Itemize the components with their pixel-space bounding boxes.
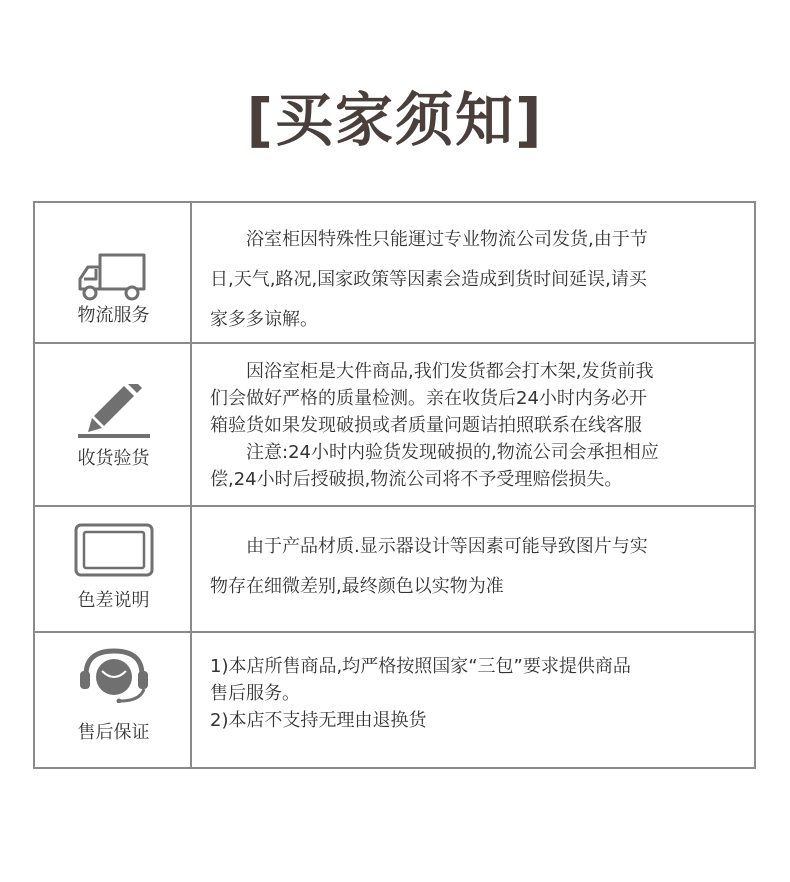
row-inspection-label: 收货验货: [77, 448, 150, 469]
logistics-text: [210, 220, 744, 340]
text-line: 浴室柜因特殊性只能運过专业物流公司发货,由于节: [246, 229, 648, 250]
after-sales-text: [210, 653, 744, 734]
row-color-difference: [35, 507, 754, 633]
row-inspection-label-cell: [35, 344, 192, 505]
row-color-difference-label-cell: [35, 507, 192, 631]
text-line: 注意:24小时内验货发现破损的,物流公司会承担相应: [246, 442, 659, 463]
text-line: 偿,24小时后授破损,物流公司将不予受理赔偿损失。: [210, 469, 623, 490]
text-line: 物存在细微差别,最终颜色以实物为准: [210, 576, 504, 597]
notice-table: [33, 201, 756, 769]
row-logistics: [35, 203, 754, 344]
row-color-difference-label: 色差说明: [77, 590, 150, 611]
text-line: 们会做好严格的质量检测。亲在收货后24小时内务必开: [210, 388, 647, 409]
text-line: 箱验货如果发现破损或者质量问题诘拍照联系在线客服: [210, 415, 642, 436]
row-after-sales-label-cell: [35, 633, 192, 767]
color-difference-text: [210, 527, 744, 607]
pencil-icon: [74, 384, 154, 440]
row-after-sales-label: 售后保证: [77, 722, 150, 743]
row-after-sales-content: [192, 633, 754, 767]
row-logistics-label: 物流服务: [77, 305, 150, 326]
row-logistics-content: [192, 203, 754, 342]
row-inspection-content: [192, 344, 754, 505]
monitor-icon: [74, 523, 154, 579]
row-after-sales: [35, 633, 754, 767]
text-line: 1)本店所售商品,均严格按照国家“三包”要求提供商品: [210, 656, 631, 677]
text-line: 售后服务。: [210, 683, 300, 704]
row-color-difference-content: [192, 507, 754, 631]
inspection-text: [210, 358, 744, 493]
text-line: 由于产品材质.显示器设计等因素可能导致图片与实: [246, 536, 648, 557]
text-line: 家多多谅解。: [210, 309, 318, 330]
text-line: 日,天气,路况,国家政策等因素会造成到货时间延误,请买: [210, 269, 647, 290]
row-logistics-label-cell: [35, 203, 192, 342]
page-title: [买家须知]: [246, 86, 544, 154]
text-line: 2)本店不支持无理由退换货: [210, 710, 427, 731]
truck-icon: [74, 249, 154, 305]
text-line: 因浴室柜是大件商品,我们发货都会打木架,发货前我: [246, 361, 654, 382]
customer-service-icon: [74, 647, 154, 703]
row-inspection: [35, 344, 754, 507]
